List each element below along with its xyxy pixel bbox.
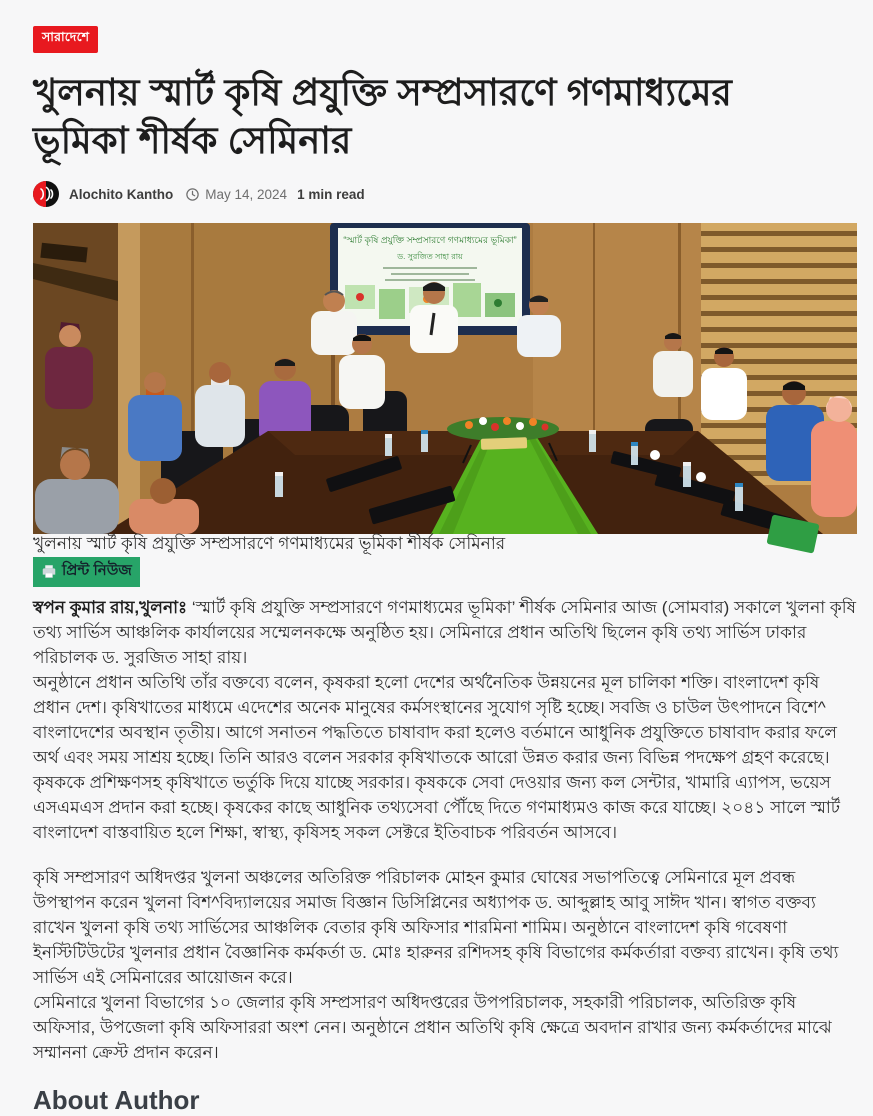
publish-date <box>185 187 287 202</box>
paragraph-4: সেমিনারে খুলনা বিভাগের ১০ জেলার কৃষি সম্প্রসারণ অধিদপ্তরের উপপরিচালক, সহকারী পরিচালক, অতিরিক্ত কৃষি অফিসার, উপজেলা কৃষি অফিসাররা অংশ নেন। অনুষ্ঠানে প্রধান অতিথি কৃষি ক্ষেত্রে অবদান রাখার জন্য কর্মকর্তাদের মাঝে সম্মাননা ক্রেস্ট প্রদান করেন। <box>33 993 832 1063</box>
alochito-kantho-logo-icon <box>33 181 59 207</box>
read-time: 1 min read <box>297 186 365 202</box>
page-title: খুলনায় স্মার্ট কৃষি প্রযুক্তি সম্প্রসারণে গণমাধ্যমের ভূমিকা শীর্ষক সেমিনার <box>33 72 732 162</box>
author-avatar[interactable] <box>33 181 59 207</box>
byline <box>33 181 857 207</box>
publish-date-text: May 14, 2024 <box>205 186 288 202</box>
print-news-badge[interactable] <box>33 557 140 587</box>
clock-icon <box>185 187 200 202</box>
printer-icon <box>41 564 57 579</box>
paragraph-1 <box>33 595 857 670</box>
paragraph-3: কৃষি সম্প্রসারণ অধিদপ্তর খুলনা অঞ্চলের অতিরিক্ত পরিচালক মোহন কুমার ঘোষের সভাপতিত্বে সেমিনারে মূল প্রবন্ধ উপস্থাপন করেন খুলনা বিশ^বিদ্যালয়ের সমাজ বিজ্ঞান ডিসিপ্লিনের অধ্যাপক ড. আব্দুল্লাহ আবু সাঈদ খান। স্বাগত বক্তব্য রাখেন খুলনা কৃষি তথ্য সার্ভিসের আঞ্চলিক বেতার কৃষি অফিসার শারমিনা শামিম। অনুষ্ঠানে বাংলাদেশ কৃষি গবেষণা ইনস্টিটিউটের খুলনার প্রধান বৈজ্ঞানিক কর্মকর্তা ড. মোঃ হারুনর রশিদসহ কৃষি বিভাগের কর্মকর্তারা বক্তব্য রাখেন। কৃষি তথ্য সার্ভিস এই সেমিনারের আয়োজন করে। <box>33 868 839 988</box>
article-photo <box>33 223 857 554</box>
seminar-photo-illustration <box>33 223 857 534</box>
print-news-label: প্রিন্ট নিউজ <box>62 562 132 580</box>
photo-caption-clipped: খুলনায় স্মার্ট কৃষি প্রযুক্তি সম্প্রসারণে গণমাধ্যমের ভূমিকা শীর্ষক সেমিনার <box>33 534 506 554</box>
paragraph-1-text: ‘স্মার্ট কৃষি প্রযুক্তি সম্প্রসারণে গণমাধ্যমের ভূমিকা’ শীর্ষক সেমিনার আজ (সোমবার) সকালে খুলনা কৃষি তথ্য সার্ভিস আঞ্চলিক কার্যালয়ের সম্মেলনকক্ষে অনুষ্ঠিত হয়। সেমিনারে প্রধান অতিথি ছিলেন কৃষি তথ্য সার্ভিস ঢাকার পরিচালক ড. সুরজিত সাহা রায়। <box>33 598 857 668</box>
screen-title-text: “স্মার্ট কৃষি প্রযুক্তি সম্প্রসারণে গণমাধ্যমের ভূমিকা” <box>343 235 517 246</box>
screen-speaker-text: ড. সুরজিত সাহা রায় <box>397 252 463 262</box>
about-author-heading: About Author <box>33 1085 200 1116</box>
paragraph-2: অনুষ্ঠানে প্রধান অতিথি তাঁর বক্তব্যে বলেন, কৃষকরা হলো দেশের অর্থনৈতিক উন্নয়নের মূল চালিকা শক্তি। বাংলাদেশ কৃষি প্রধান দেশ। কৃষিখাতের মাধ্যমে এদেশের অনেক মানুষের কর্মসংস্থানের সুযোগ সৃষ্টি হচ্ছে। সবজি ও চাউল উৎপাদনে বিশে^ বাংলাদেশের অবস্থান তৃতীয়। আগে সনাতন পদ্ধতিতে চাষাবাদ করা হলেও বর্তমানে আধুনিক প্রযুক্তিতে চাষাবাদ করার ফলে অর্থ এবং সময় সাশ্রয় হচ্ছে। তিনি আরও বলেন সরকার কৃষিখাতকে আরো উন্নত করার জন্য বিভিন্ন পদক্ষেপ গ্রহণ করেছে। কৃষককে প্রশিক্ষণসহ কৃষিখাতে ভর্তুকি দিয়ে যাচ্ছে সরকার। কৃষককে সেবা দেওয়ার জন্য কল সেন্টার, খামারি এ্যাপস, ভয়েস এসএমএস প্রদান করা হচ্ছে। কৃষকের কাছে আধুনিক তথ্যসেবা পৌঁছে দিতে গণমাধ্যমও কাজ করে যাচ্ছে। ২০৪১ সালে স্মার্ট বাংলাদেশ বাস্তবায়িত হলে শিক্ষা, স্বাস্থ্য, কৃষিসহ সকল সেক্টরে ইতিবাচক পরিবর্তন আসবে। <box>33 673 841 843</box>
article-body <box>33 595 857 1065</box>
paragraph-1-lead: স্বপন কুমার রায়,খুলনাঃ <box>33 598 188 618</box>
category-badge[interactable]: সারাদেশে <box>33 26 98 53</box>
author-name[interactable]: Alochito Kantho <box>69 186 174 202</box>
